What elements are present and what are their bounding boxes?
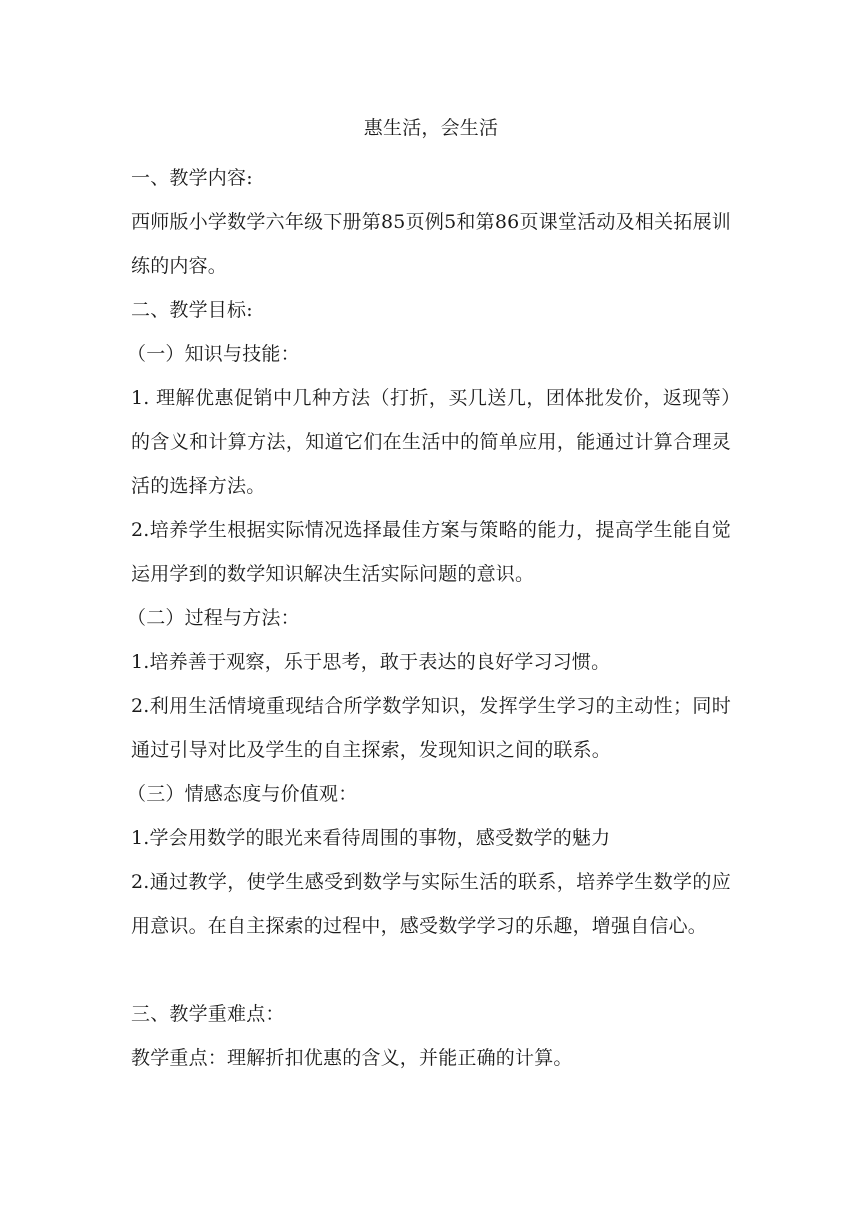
document-body — [127, 110, 731, 1080]
objective-item: 1. 理解优惠促销中几种方法（打折，买几送几，团体批发价，返现等）的含义和计算方法，知道它们在生活中的简单应用，能通过计算合理灵活的选择方法。 — [131, 387, 731, 497]
subheading-attitudes-values: （三）情感态度与价值观： — [127, 783, 358, 805]
section-heading-content: 一、教学内容: — [131, 167, 253, 189]
section-heading-objectives: 二、教学目标: — [131, 299, 253, 321]
section-heading-key-points: 三、教学重难点： — [131, 1003, 285, 1025]
blank-line — [131, 948, 731, 992]
objective-item: 2.利用生活情境重现结合所学数学知识，发挥学生学习的主动性；同时通过引导对比及学生的自主探索，发现知识之间的联系。 — [131, 695, 731, 761]
key-point-paragraph: 教学重点：理解折扣优惠的含义，并能正确的计算。 — [131, 1047, 573, 1069]
objective-item: 2.通过教学，使学生感受到数学与实际生活的联系，培养学生数学的应用意识。在自主探索的过程中，感受数学学习的乐趣，增强自信心。 — [131, 871, 731, 937]
objective-item: 1.学会用数学的眼光来看待周围的事物，感受数学的魅力 — [131, 827, 611, 849]
subheading-knowledge-skills: （一）知识与技能： — [127, 343, 300, 365]
objective-item: 1.培养善于观察，乐于思考，敢于表达的良好学习习惯。 — [131, 651, 611, 673]
content-paragraph: 西师版小学数学六年级下册第85页例5和第86页课堂活动及相关拓展训练的内容。 — [131, 211, 731, 277]
subheading-process-methods: （二）过程与方法： — [127, 607, 300, 629]
document-title: 惠生活，会生活 — [363, 117, 499, 139]
objective-item: 2.培养学生根据实际情况选择最佳方案与策略的能力，提高学生能自觉运用学到的数学知识解决生活实际问题的意识。 — [131, 519, 731, 585]
